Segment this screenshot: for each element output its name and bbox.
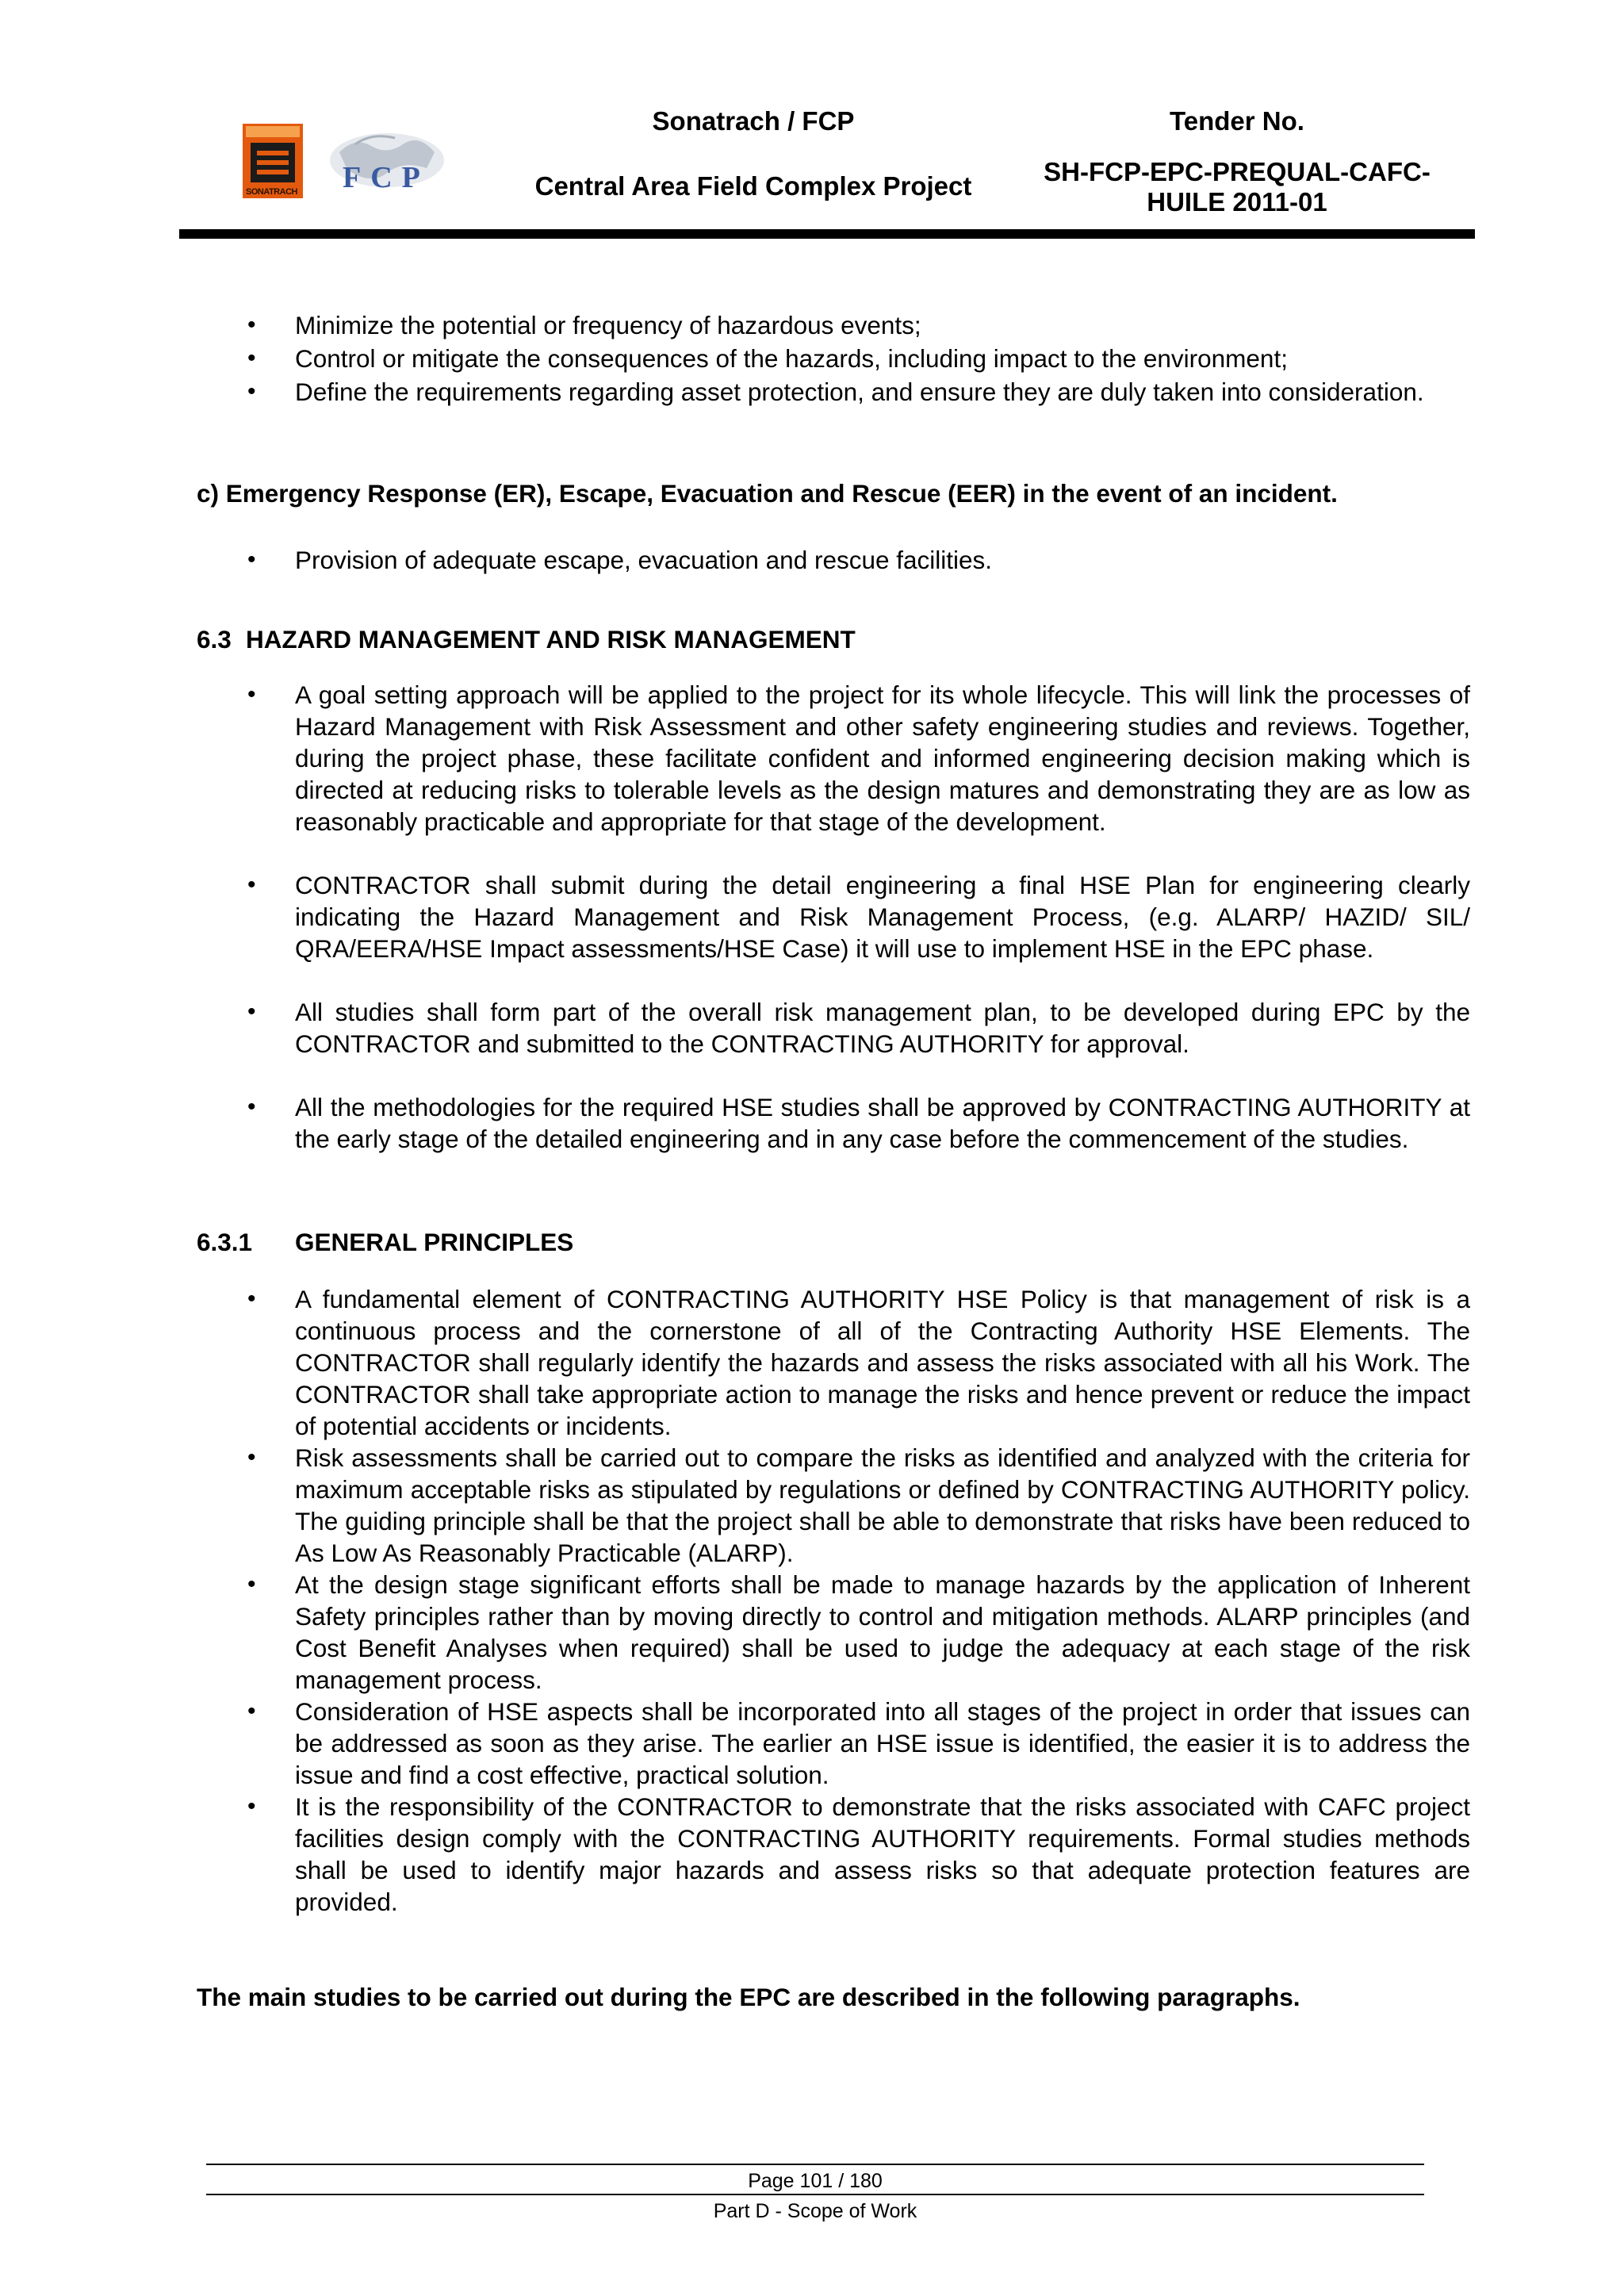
- bullet-dot: •: [247, 681, 256, 707]
- section-631-bullet-3: At the design stage significant efforts shall be made to manage hazards by the application of Inherent Safety principles rather than by moving directly to control and mitigation methods. ALARP principles (and Cost Benefit Analyses when required) shall be used to judge the adequacy at each stage of the risk management process.: [295, 1570, 1470, 1694]
- bullet-dot: •: [247, 345, 256, 371]
- section-63-number: 6.3: [197, 625, 232, 654]
- bullet-dot: •: [247, 1571, 256, 1597]
- header-company: Sonatrach / FCP: [652, 106, 855, 136]
- fcp-logo: [324, 128, 450, 197]
- bullet-dot: •: [247, 1444, 256, 1470]
- bullet-dot: •: [247, 1094, 256, 1120]
- bullet-dot: •: [247, 546, 256, 573]
- section-631-bullet-5: It is the responsibility of the CONTRACTOR to demonstrate that the risks associated with CAFC project facilities design comply with the CONTRACTING AUTHORITY requirements. Formal studies methods shall be used to identify major hazards and assess risks so that adequate protection features are provided.: [295, 1792, 1470, 1916]
- footer-rule-top: [206, 2164, 1424, 2165]
- bullet-top-1: Minimize the potential or frequency of hazardous events;: [295, 311, 921, 339]
- bullet-dot: •: [247, 999, 256, 1025]
- bullet-dot: •: [247, 1286, 256, 1312]
- bullet-top-3: Define the requirements regarding asset protection, and ensure they are duly taken into consideration.: [295, 378, 1424, 406]
- section-63-bullet-1: A goal setting approach will be applied to the project for its whole lifecycle. This will link the processes of Hazard Management with Risk Assessment and other safety engineering studies and reviews. Together, during the project phase, these facilitate confident and informed engineering decision making which is directed at reducing risks to tolerable levels as the design matures and demonstrating they are as low as reasonably practicable and appropriate for that stage of the development.: [295, 680, 1470, 836]
- sonatrach-logo-text: SONATRACH: [246, 187, 297, 197]
- footer-page-number: Page 101 / 180: [748, 2170, 883, 2192]
- section-631-bullet-2: Risk assessments shall be carried out to compare the risks as identified and analyzed with the criteria for maximum acceptable risks as stipulated by regulations or defined by CONTRACTING AUTHORITY policy. The guiding principle shall be that the project shall be able to demonstrate that risks have been reduced to As Low As Reasonably Practicable (ALARP).: [295, 1443, 1470, 1567]
- section-63-bullet-2: CONTRACTOR shall submit during the detail engineering a final HSE Plan for engineering clearly indicating the Hazard Management and Risk Management Process, (e.g. ALARP/ HAZID/ SIL/ QRA/EERA/HSE Impact assessments/HSE Case) it will use to implement HSE in the EPC phase.: [295, 871, 1470, 963]
- section-63-bullet-3: All studies shall form part of the overall risk management plan, to be developed during EPC by the CONTRACTOR and submitted to the CONTRACTING AUTHORITY for approval.: [295, 998, 1470, 1058]
- section-631-number: 6.3.1: [197, 1228, 253, 1256]
- bullet-top-2: Control or mitigate the consequences of the hazards, including impact to the environment;: [295, 344, 1288, 373]
- header-project: Central Area Field Complex Project: [534, 171, 972, 201]
- bullet-dot: •: [247, 378, 256, 404]
- section-63-title: HAZARD MANAGEMENT AND RISK MANAGEMENT: [246, 625, 856, 654]
- closing-statement: The main studies to be carried out during the EPC are described in the following paragraphs.: [197, 1983, 1300, 2011]
- bullet-dot: •: [247, 872, 256, 898]
- heading-c: c) Emergency Response (ER), Escape, Evacuation and Rescue (EER) in the event of an incident.: [197, 479, 1338, 508]
- header-tender-label: Tender No.: [1170, 106, 1304, 136]
- bullet-c-1: Provision of adequate escape, evacuation and rescue facilities.: [295, 546, 993, 574]
- section-63-bullet-4: All the methodologies for the required HSE studies shall be approved by CONTRACTING AUTHORITY at the early stage of the detailed engineering and in any case before the commencement of the studies.: [295, 1093, 1470, 1153]
- section-631-bullet-1: A fundamental element of CONTRACTING AUTHORITY HSE Policy is that management of risk is a continuous process and the cornerstone of all of the Contracting Authority HSE Elements. The CONTRACTOR shall regularly identify the hazards and assess the risks associated with all his Work. The CONTRACTOR shall take appropriate action to manage the risks and hence prevent or reduce the impact of potential accidents or incidents.: [295, 1285, 1470, 1440]
- bullet-dot: •: [247, 312, 256, 338]
- header-rule: [179, 229, 1475, 239]
- footer-rule-bottom: [206, 2194, 1424, 2195]
- bullet-dot: •: [247, 1698, 256, 1724]
- footer-part: Part D - Scope of Work: [713, 2200, 917, 2222]
- sonatrach-logo: [243, 124, 303, 198]
- section-631-title: GENERAL PRINCIPLES: [295, 1228, 574, 1256]
- header-tender-number-line2: HUILE 2011-01: [1147, 187, 1327, 217]
- header-tender-number-line1: SH-FCP-EPC-PREQUAL-CAFC-: [1044, 157, 1431, 186]
- section-631-bullet-4: Consideration of HSE aspects shall be incorporated into all stages of the project in order that issues can be addressed as soon as they arise. The earlier an HSE issue is identified, the easier it is to address the issue and find a cost effective, practical solution.: [295, 1697, 1470, 1789]
- fcp-logo-text: FCP: [343, 161, 430, 194]
- bullet-dot: •: [247, 1793, 256, 1819]
